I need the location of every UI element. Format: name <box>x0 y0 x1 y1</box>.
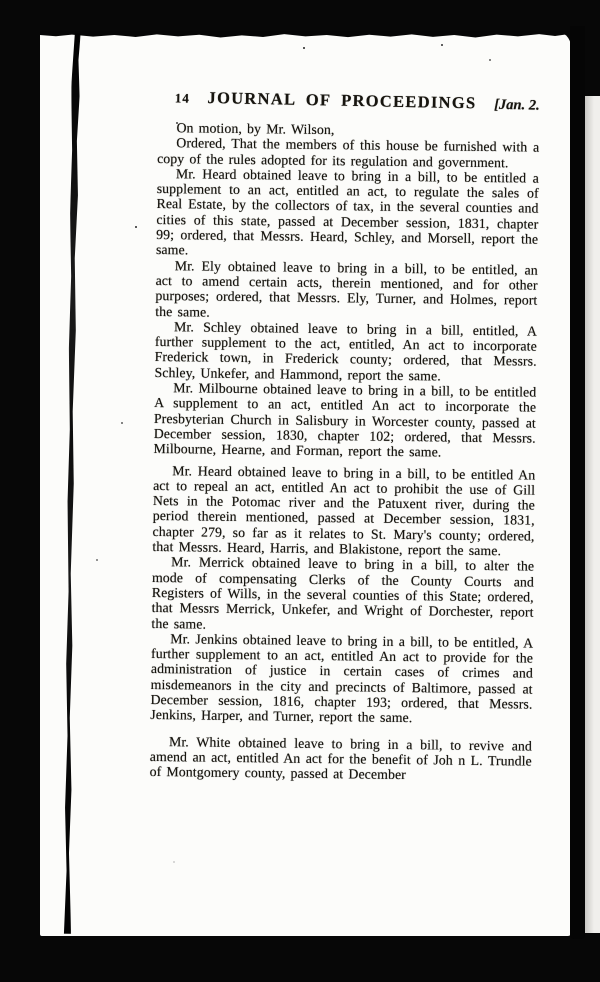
paragraph-schley: Mr. Schley obtained leave to bring in a bill, entitled, A further supplement to the act, entitled, An act to incorporate Frederick town, in Frederick county; ordered, that Messrs. Schley, Unkefer, and Hammond, report the same. <box>154 319 538 384</box>
paragraph-ordered-rules: Ordered, That the members of this house be furnished with a copy of the rules adopted for its regulation and government. <box>157 135 540 170</box>
scan-specks <box>40 31 42 33</box>
page-body-text <box>150 120 540 784</box>
paragraph-on-motion: On motion, by Mr. Wilson, <box>176 120 335 138</box>
paragraph-jenkins: Mr. Jenkins obtained leave to bring in a bill, to be entitled, A further supplement to an act, entitled An act to provide for the administration of justice in certain cases of crimes and misdemeanors in the city and precincts of Baltimore, passed at December session, 1816, chapter 193; ordered, that Messrs. Jenkins, Harper, and Turner, report the same. <box>150 630 534 726</box>
session-date-marker: [Jan. 2. <box>494 96 540 114</box>
adjacent-page-edge <box>585 96 600 933</box>
paragraph-heard-gill-nets: Mr. Heard obtained leave to bring in a bill, to be entitled An act to repeal an act, entitled An act to prohibit the use of Gill Nets in the Potomac river and the Patuxent river, during the period therein mentioned, passed at December session, 1831, chapter 279, so far as it relates to St. Mary's county; ordered, that Messrs. Heard, Harris, and Blakistone, report the same. <box>152 462 536 559</box>
paragraph-ely: Mr. Ely obtained leave to bring in a bill, to be entitled, an act to amend certain acts, therein mentioned, and for other purposes; ordered, that Messrs. Ely, Turner, and Holmes, report the same. <box>155 257 538 320</box>
paragraph-heard-real-estate: Mr. Heard obtained leave to bring in a bill, to be entitled a supplement to an act, entitled an act, to regulate the sales of Real Estate, by the collectors of tax, in the several counties and cities of this state, passed at December session, 1831, chapter 99; ordered, that Messrs. Heard, Schley, and Morsell, report the same. <box>155 166 540 258</box>
paragraph-milbourne: Mr. Milbourne obtained leave to bring in a bill, to be entitled A supplement to an act, entitled An act to incorporate the Presbyterian Church in Salisbury in Worcester county, passed at December session, 1830, chapter 102; ordered, that Messrs. Milbourne, Hearne, and Forman, report the same. <box>153 380 537 460</box>
journal-title: JOURNAL OF PROCEEDINGS <box>207 87 477 113</box>
book-gutter-shadow <box>62 33 80 934</box>
scan-ragged-top-edge <box>40 31 571 40</box>
printed-page-content <box>150 87 540 784</box>
paragraph-white: Mr. White obtained leave to bring in a bill, to revive and amend an act, entitled An act for the benefit of Joh n L. Trundle of Montgomery county, passed at December <box>149 733 533 783</box>
paragraph-merrick: Mr. Merrick obtained leave to bring in a bill, to alter the mode of compensating Clerks of the County Courts and Registers of Wills, in the several counties of this State; ordered, that Messrs Merrick, Unkefer, and Wright of Dorchester, report the same. <box>151 554 535 632</box>
running-head <box>158 87 540 115</box>
page-edge-shadow <box>570 26 585 939</box>
book-page <box>40 31 571 936</box>
page-number: 14 <box>174 90 190 106</box>
